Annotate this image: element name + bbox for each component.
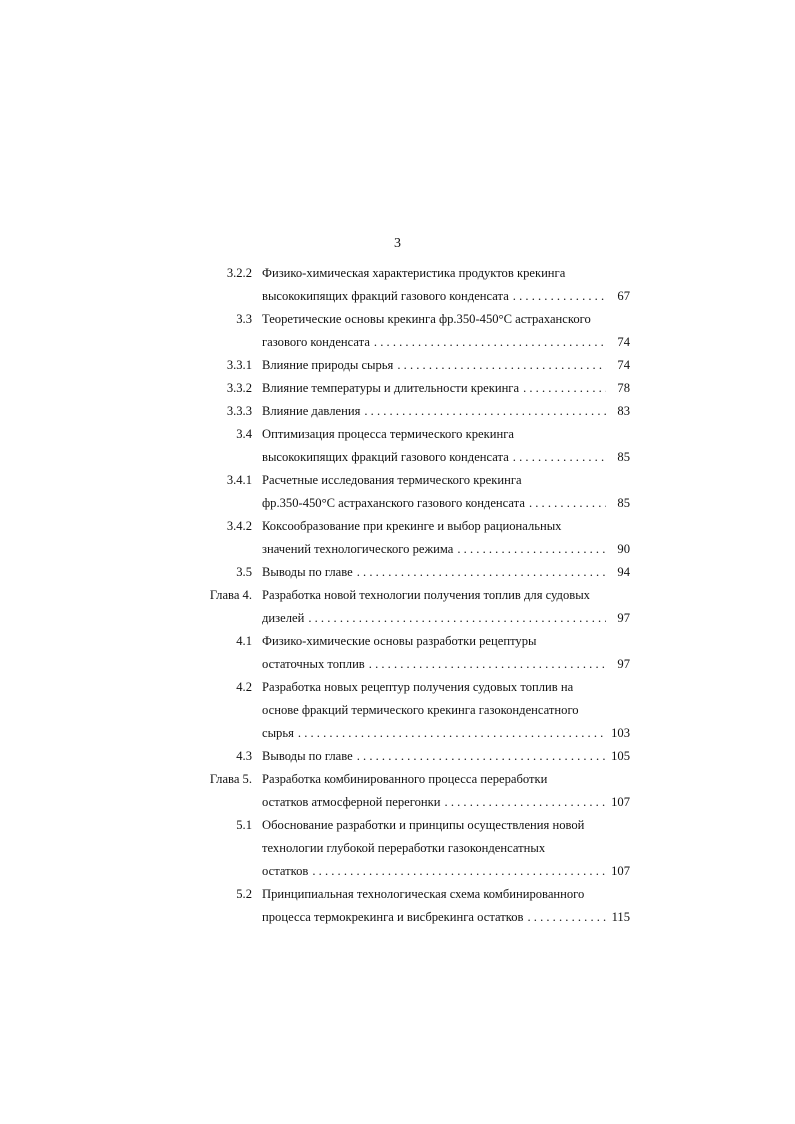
toc-entry-page: 85 (617, 450, 630, 464)
toc-entry-title-line: Физико-химическая характеристика продуктов крекинга (262, 266, 566, 280)
toc-entry-number: 3.4.2 (226, 519, 252, 533)
toc-entry[interactable] (190, 768, 640, 814)
toc-entry-number: 4.3 (236, 749, 252, 763)
toc-entry-page: 97 (617, 611, 630, 625)
toc-entry-title-line: высококипящих фракций газового конденсата (262, 289, 509, 303)
toc-entry-page: 74 (617, 335, 630, 349)
toc-entry-number: Глава 5. (209, 772, 252, 786)
toc-entry-page: 83 (617, 404, 630, 418)
toc-entry-title-line: фр.350-450°С астраханского газового конденсата (262, 496, 525, 510)
toc-entry-title-line: газового конденсата (262, 335, 370, 349)
toc-entry-number: 5.2 (236, 887, 252, 901)
toc-entry[interactable] (190, 515, 640, 561)
toc-entry-page: 105 (611, 749, 630, 763)
toc-entry-page: 67 (617, 289, 630, 303)
dot-leader (393, 354, 606, 377)
toc-entry-title-line: Влияние температуры и длительности крекинга (262, 381, 520, 395)
toc-entry-number: 3.3 (236, 312, 252, 326)
dot-leader (365, 653, 606, 676)
toc-entry[interactable] (190, 745, 640, 768)
dot-leader (370, 331, 606, 354)
toc-entry-title-line: Принципиальная технологическая схема комбинированного (262, 887, 585, 901)
toc-entry-title-line: Влияние давления (262, 404, 361, 418)
dot-leader (360, 400, 606, 423)
table-of-contents (190, 262, 640, 929)
dot-leader (353, 745, 605, 768)
toc-entry-number: 3.3.2 (226, 381, 252, 395)
toc-entry-page: 107 (611, 795, 630, 809)
dot-leader (509, 446, 606, 469)
toc-entry-number: Глава 4. (209, 588, 252, 602)
toc-entry-title-line: остатков (262, 864, 309, 878)
toc-entry-title-line: значений технологического режима (262, 542, 454, 556)
toc-entry-title-line: Разработка новых рецептур получения судовых топлив на (262, 680, 574, 694)
toc-entry-page: 103 (611, 726, 630, 740)
toc-entry[interactable] (190, 308, 640, 354)
toc-entry[interactable] (190, 377, 640, 400)
toc-entry-page: 90 (617, 542, 630, 556)
toc-entry-number: 3.5 (236, 565, 252, 579)
toc-entry-title-line: основе фракций термического крекинга газоконденсатного (262, 703, 579, 717)
toc-entry[interactable] (190, 630, 640, 676)
toc-entry[interactable] (190, 561, 640, 584)
toc-entry-page: 107 (611, 864, 630, 878)
toc-entry-title-line: технологии глубокой переработки газоконденсатных (262, 841, 546, 855)
toc-entry-title-line: Расчетные исследования термического крекинга (262, 473, 522, 487)
toc-entry[interactable] (190, 354, 640, 377)
dot-leader (308, 860, 605, 883)
toc-entry-title-line: Коксообразование при крекинге и выбор рациональных (262, 519, 562, 533)
toc-entry[interactable] (190, 469, 640, 515)
toc-entry[interactable] (190, 423, 640, 469)
toc-entry-title-line: Выводы по главе (262, 565, 353, 579)
toc-entry-title-line: процесса термокрекинга и висбрекинга остатков (262, 910, 524, 924)
toc-entry-page: 97 (617, 657, 630, 671)
dot-leader (294, 722, 605, 745)
toc-entry-page: 94 (617, 565, 630, 579)
dot-leader (453, 538, 606, 561)
toc-entry-title-line: Разработка новой технологии получения топлив для судовых (262, 588, 590, 602)
toc-entry-number: 3.2.2 (226, 266, 252, 280)
toc-entry-title-line: Обоснование разработки и принципы осуществления новой (262, 818, 585, 832)
toc-entry[interactable] (190, 584, 640, 630)
page-number: 3 (394, 236, 401, 251)
toc-entry[interactable] (190, 676, 640, 745)
toc-entry-page: 74 (617, 358, 630, 372)
toc-entry-number: 5.1 (236, 818, 252, 832)
dot-leader (509, 285, 606, 308)
toc-entry-title-line: остаточных топлив (262, 657, 365, 671)
toc-entry-number: 3.3.1 (226, 358, 252, 372)
toc-entry[interactable] (190, 262, 640, 308)
dot-leader (523, 906, 605, 929)
toc-entry-number: 3.4 (236, 427, 252, 441)
toc-entry-number: 4.1 (236, 634, 252, 648)
toc-entry-page: 78 (617, 381, 630, 395)
toc-entry[interactable] (190, 400, 640, 423)
dot-leader (304, 607, 606, 630)
toc-entry[interactable] (190, 883, 640, 929)
toc-entry-title-line: остатков атмосферной перегонки (262, 795, 441, 809)
toc-entry-title-line: Выводы по главе (262, 749, 353, 763)
toc-entry-page: 85 (617, 496, 630, 510)
toc-entry-title-line: Физико-химические основы разработки рецептуры (262, 634, 537, 648)
toc-entry-title-line: сырья (262, 726, 294, 740)
toc-entry-title-line: Оптимизация процесса термического крекинга (262, 427, 514, 441)
toc-entry-title-line: Разработка комбинированного процесса переработки (262, 772, 548, 786)
toc-entry-page: 115 (611, 910, 630, 924)
toc-entry-number: 4.2 (236, 680, 252, 694)
toc-entry-title-line: Влияние природы сырья (262, 358, 394, 372)
toc-entry-title-line: дизелей (262, 611, 305, 625)
dot-leader (519, 377, 606, 400)
toc-entry-title-line: Теоретические основы крекинга фр.350-450°С астраханского (262, 312, 591, 326)
toc-entry-number: 3.4.1 (226, 473, 252, 487)
dot-leader (353, 561, 606, 584)
toc-entry-title-line: высококипящих фракций газового конденсата (262, 450, 509, 464)
dot-leader (441, 791, 606, 814)
toc-entry[interactable] (190, 814, 640, 883)
toc-entry-number: 3.3.3 (226, 404, 252, 418)
dot-leader (525, 492, 606, 515)
